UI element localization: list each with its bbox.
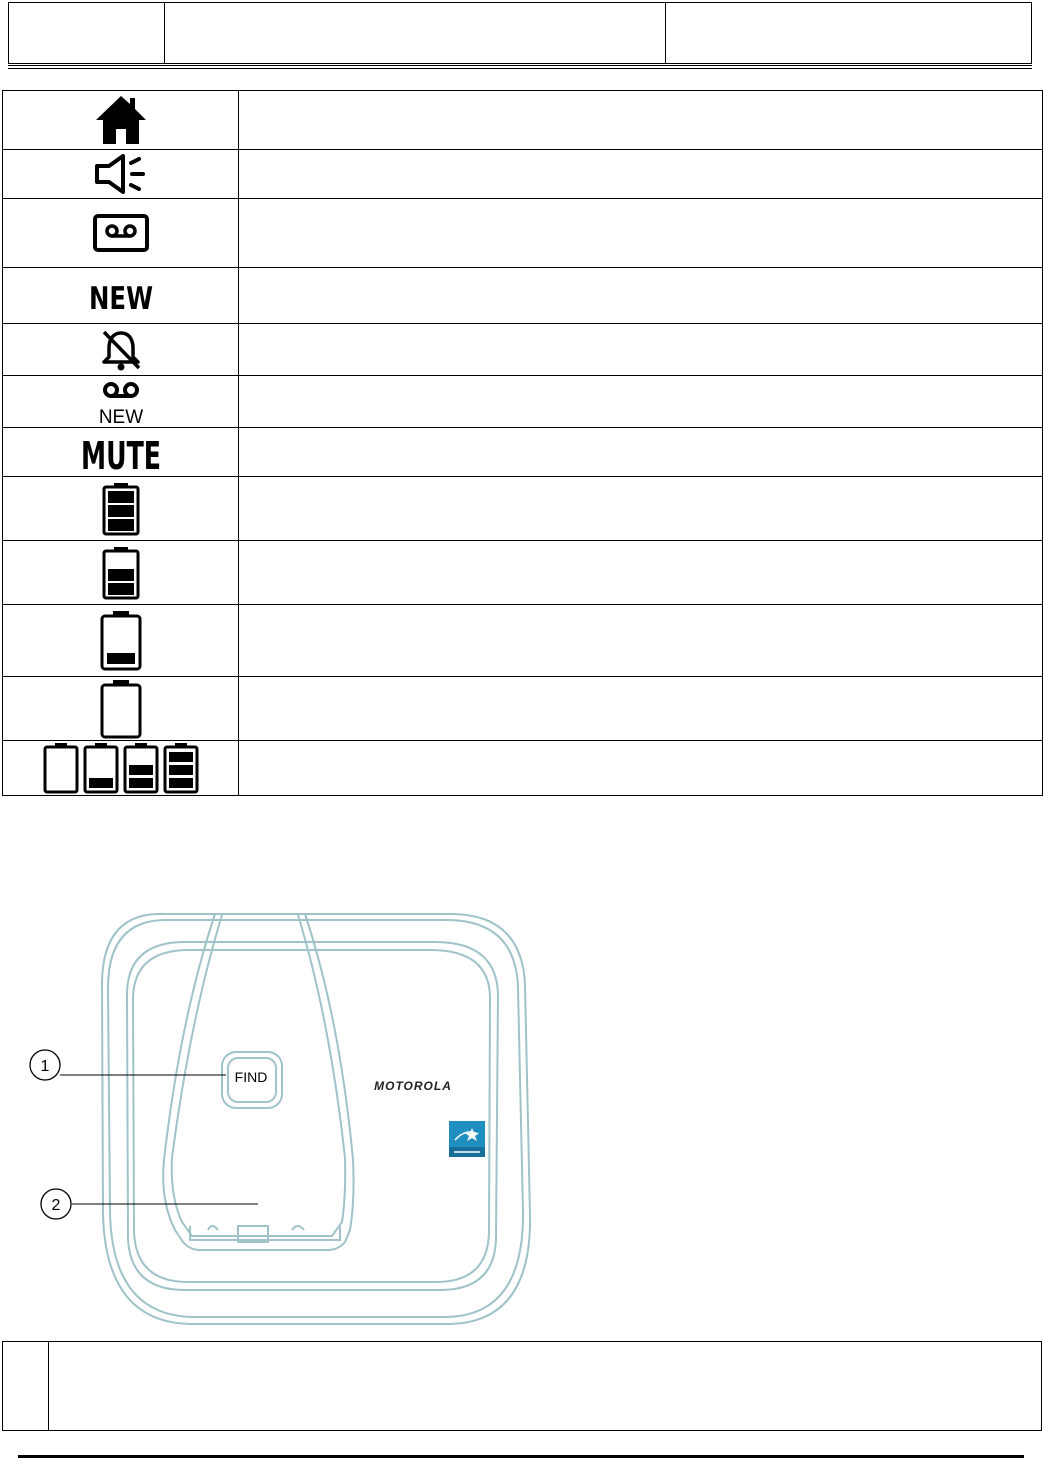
icon-cell [3,324,239,376]
battery-stage-empty [45,743,77,792]
battery-stage-two-thirds [125,743,157,792]
new-label: NEW [88,280,153,317]
description-cell [239,268,1043,324]
speaker-icon [93,153,149,195]
battery-charging-cycle-icon [43,742,199,794]
find-button-label: FIND [234,1069,268,1085]
description-cell [239,477,1043,541]
description-cell [239,428,1043,477]
description-cell [239,150,1043,199]
mute-text-icon [79,430,163,478]
battery-full-icon [101,482,141,536]
callout-1-label: 1 [40,1058,50,1075]
header-rule [8,65,1032,66]
callout-2-label: 2 [51,1197,61,1214]
bell-off-icon [99,328,143,372]
bottom-table-divider [48,1342,49,1430]
description-cell [239,324,1043,376]
motorola-logo: MOTOROLA [374,1079,452,1093]
table-row [3,428,1043,477]
battery-two-thirds-icon [101,546,141,600]
table-row [3,541,1043,605]
icon-cell [3,268,239,324]
new-text-icon [86,276,156,316]
table-row [3,199,1043,268]
description-cell [239,741,1043,796]
bottom-table [2,1341,1042,1431]
mute-label: MUTE [80,434,161,478]
description-cell [239,541,1043,605]
table-row [3,605,1043,677]
icon-cell [3,428,239,477]
header-rule [8,68,1032,69]
battery-stage-full [165,743,197,792]
table-row [3,91,1043,150]
voicemail-new-label: NEW [98,406,143,428]
icon-cell [3,91,239,150]
icon-cell [3,477,239,541]
energy-star-logo [449,1121,485,1157]
battery-stage-one-third [85,743,117,792]
icon-cell [3,541,239,605]
description-cell [239,605,1043,677]
base-outer-shell [102,914,530,1324]
icon-cell [3,741,239,796]
icon-cell [3,150,239,199]
icon-cell [3,605,239,677]
battery-one-third-icon [99,610,143,672]
table-row [3,477,1043,541]
icon-cell [3,677,239,741]
base-station-diagram [0,900,560,1330]
icon-table [2,90,1043,796]
home-icon [94,95,148,145]
description-cell [239,677,1043,741]
table-row [3,677,1043,741]
battery-empty-icon [99,679,143,739]
voicemail-icon [93,214,149,252]
description-cell [239,376,1043,428]
icon-cell [3,376,239,428]
table-row [3,150,1043,199]
table-row [3,268,1043,324]
header-table [8,2,1032,64]
description-cell [239,91,1043,150]
header-divider [164,3,165,63]
voicemail-new-icon [91,378,151,426]
table-row [3,376,1043,428]
table-row [3,741,1043,796]
header-divider [665,3,666,63]
table-row [3,324,1043,376]
icon-cell [3,199,239,268]
description-cell [239,199,1043,268]
base-inner-tray [127,942,498,1290]
